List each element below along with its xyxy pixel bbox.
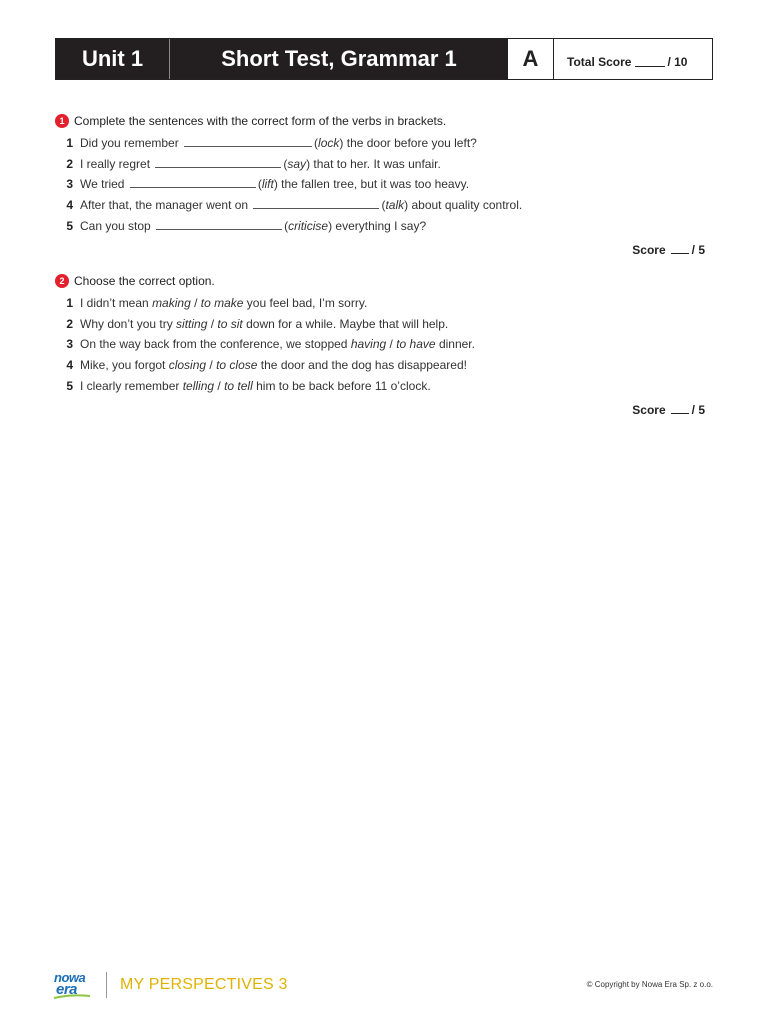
total-score-label: Total Score — [567, 54, 632, 69]
item-text-after: that to her. It was unfair. — [313, 156, 441, 171]
item-text: Did you remember (lock) the door before you left? — [80, 136, 477, 150]
verb-hint: talk — [385, 198, 405, 213]
item-number: 2 — [66, 156, 73, 171]
item-text-after: the door and the dog has disappeared! — [260, 358, 467, 373]
item-text-before: Why don’t you try — [80, 316, 173, 331]
exercise-item — [55, 154, 713, 175]
option-one[interactable]: having — [350, 337, 387, 352]
exercise-2-instruction-row — [55, 273, 713, 289]
total-score-max: / 10 — [667, 54, 688, 69]
item-text: I didn’t mean making / to make you feel bad, I’m sorry. — [80, 296, 368, 310]
item-text-after: the fallen tree, but it was too heavy. — [281, 177, 470, 192]
item-text: I really regret (say) that to her. It was unfair. — [80, 156, 441, 171]
total-score — [554, 39, 712, 79]
exercise-1 — [55, 113, 713, 257]
verb-hint: say — [287, 156, 307, 171]
item-text-before: I really regret — [80, 156, 151, 171]
item-number: 5 — [66, 378, 73, 393]
item-text: Why don’t you try sitting / to sit down for a while. Maybe that will help. — [80, 316, 449, 331]
item-text: I clearly remember telling / to tell him to be back before 11 o’clock. — [80, 378, 431, 393]
item-text: Mike, you forgot closing / to close the door and the dog has disappeared! — [80, 358, 467, 373]
item-text: On the way back from the conference, we stopped having / to have dinner. — [80, 337, 475, 352]
answer-blank[interactable] — [253, 197, 379, 209]
exercise-1-items — [55, 133, 713, 237]
unit-label: Unit 1 — [56, 39, 170, 79]
item-number: 3 — [66, 337, 73, 352]
item-text-before: Did you remember — [80, 136, 179, 150]
nowa-era-logo — [52, 968, 96, 1000]
exercise-1-score — [55, 243, 705, 257]
test-header — [55, 38, 713, 80]
answer-blank[interactable] — [156, 218, 282, 230]
exercise-1-instruction: Complete the sentences with the correct form of the verbs in brackets. — [74, 114, 447, 128]
exercise-item — [55, 355, 713, 376]
exercise-item — [55, 293, 713, 314]
exercise-item — [55, 216, 713, 237]
series-title: MY PERSPECTIVES 3 — [120, 976, 288, 993]
score-blank[interactable] — [671, 403, 689, 414]
item-text-after: down for a while. Maybe that will help. — [246, 316, 449, 331]
exercise-2-instruction: Choose the correct option. — [74, 274, 215, 288]
item-text-before: We tried — [80, 177, 125, 192]
exercise-2-score — [55, 403, 705, 417]
exercise-item — [55, 133, 713, 154]
option-two[interactable]: to tell — [224, 378, 253, 393]
item-text-before: Can you stop — [80, 218, 151, 233]
item-number: 3 — [66, 177, 73, 192]
score-max: / 5 — [691, 242, 705, 257]
item-text-before: I didn’t mean — [80, 296, 149, 310]
item-text: Can you stop (criticise) everything I say? — [80, 218, 427, 233]
verb-hint: criticise — [288, 218, 329, 233]
exercise-item — [55, 195, 713, 216]
footer-divider — [106, 972, 107, 998]
answer-blank[interactable] — [155, 156, 281, 168]
score-label: Score — [632, 402, 666, 417]
item-text-after: everything I say? — [335, 218, 427, 233]
logo-line-2: era — [56, 981, 78, 998]
exercise-number-badge: 2 — [55, 274, 69, 288]
exercise-item — [55, 314, 713, 335]
item-number: 1 — [66, 296, 73, 310]
option-two[interactable]: to have — [396, 337, 436, 352]
option-one[interactable]: telling — [182, 378, 215, 393]
exercise-item — [55, 334, 713, 355]
item-number: 2 — [66, 316, 73, 331]
item-text-after: you feel bad, I’m sorry. — [246, 296, 368, 310]
test-title: Short Test, Grammar 1 — [170, 39, 508, 79]
exercise-2 — [55, 273, 713, 417]
test-version: A — [508, 39, 554, 79]
item-number: 4 — [66, 358, 73, 373]
exercise-1-instruction-row — [55, 113, 713, 129]
item-text-after: the door before you left? — [346, 136, 477, 150]
option-two[interactable]: to close — [216, 358, 258, 373]
item-text-before: On the way back from the conference, we stopped — [80, 337, 348, 352]
item-text: After that, the manager went on (talk) about quality control. — [80, 198, 523, 213]
option-two[interactable]: to make — [200, 296, 244, 310]
logo-line-1: nowa — [54, 970, 86, 985]
item-text-before: After that, the manager went on — [80, 198, 249, 213]
option-two[interactable]: to sit — [217, 316, 243, 331]
item-text-after: dinner. — [438, 337, 475, 352]
item-text-before: Mike, you forgot — [80, 358, 166, 373]
option-one[interactable]: sitting — [176, 316, 208, 331]
option-one[interactable]: making — [152, 296, 191, 310]
copyright-notice: © Copyright by Nowa Era Sp. z o.o. — [586, 980, 713, 989]
answer-blank[interactable] — [130, 176, 256, 188]
item-number: 4 — [66, 198, 73, 213]
logo-swoosh-icon — [52, 994, 92, 1000]
option-one[interactable]: closing — [168, 358, 207, 373]
item-number: 1 — [66, 136, 73, 150]
score-label: Score — [632, 242, 666, 257]
verb-hint: lock — [318, 136, 340, 150]
item-text-after: about quality control. — [411, 198, 523, 213]
item-text-before: I clearly remember — [80, 378, 180, 393]
exercise-2-items — [55, 293, 713, 397]
score-max: / 5 — [691, 402, 705, 417]
item-number: 5 — [66, 218, 73, 233]
exercise-number-badge: 1 — [55, 114, 69, 128]
answer-blank[interactable] — [184, 135, 312, 147]
item-text: We tried (lift) the fallen tree, but it was too heavy. — [80, 177, 470, 192]
verb-hint: lift — [261, 177, 274, 192]
exercise-item — [55, 376, 713, 397]
item-text-after: him to be back before 11 o’clock. — [256, 378, 431, 393]
total-score-blank[interactable] — [635, 56, 665, 67]
exercise-item — [55, 174, 713, 195]
score-blank[interactable] — [671, 243, 689, 254]
